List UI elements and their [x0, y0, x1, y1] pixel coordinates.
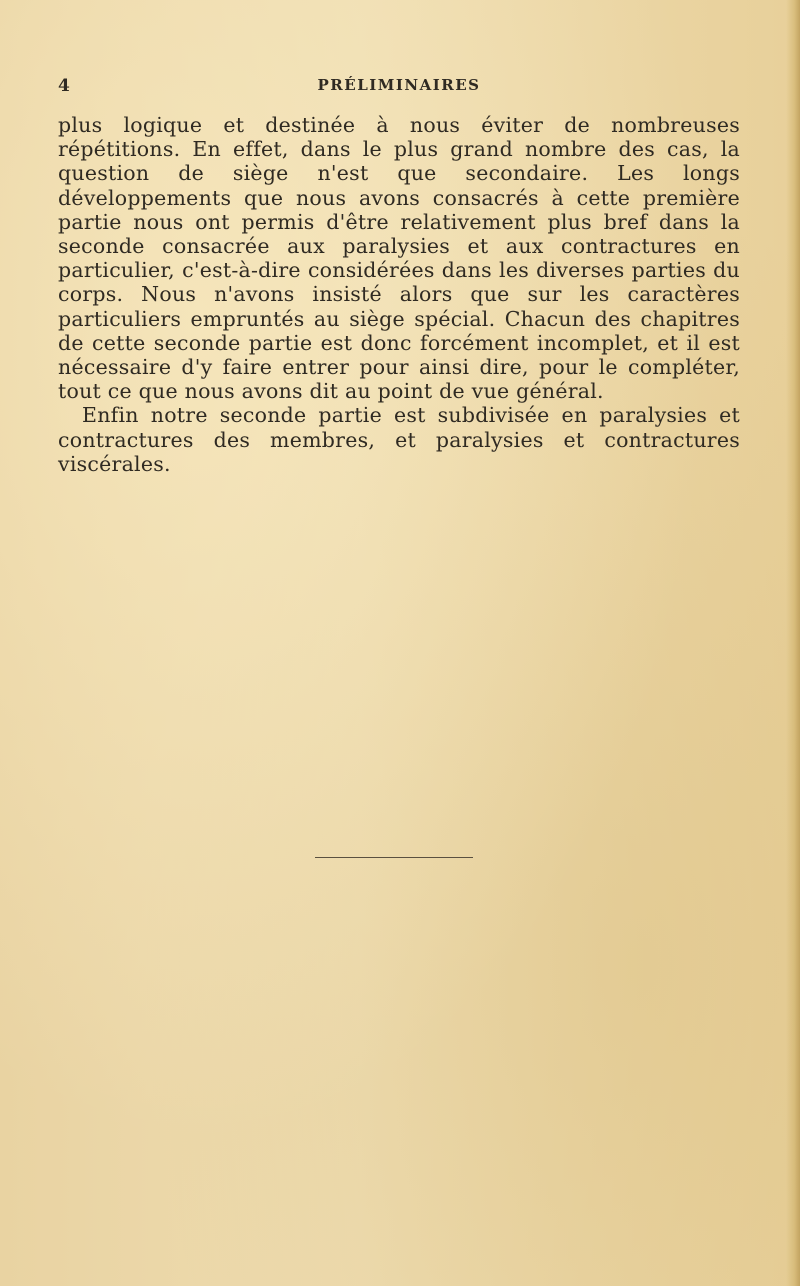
paragraph-2: Enfin notre seconde partie est subdivisée en paralysies et contractures des membres, et paralysies et contractures viscérales.	[58, 403, 740, 476]
page-number: 4	[58, 76, 71, 96]
paragraph-1: plus logique et destinée à nous éviter de nombreuses répétitions. En effet, dans le plus grand nombre des cas, la question de siège n'est que secondaire. Les longs développements que nous avons consacrés à cette première partie nous ont permis d'être relativement plus bref dans la seconde consacrée aux paralysies et aux contractures en particulier, c'est-à-dire considérées dans les diverses parties du corps. Nous n'avons insisté alors que sur les caractères particuliers empruntés au siège spécial. Chacun des chapitres de cette seconde partie est donc forcément incomplet, et il est nécessaire d'y faire entrer pour ainsi dire, pour le compléter, tout ce que nous avons dit au point de vue général.	[58, 113, 740, 404]
body-text	[58, 113, 740, 476]
running-title: PRÉLIMINAIRES	[317, 76, 481, 94]
page-header	[58, 76, 740, 102]
section-divider-rule	[315, 857, 473, 858]
page-edge-shadow	[786, 0, 800, 1286]
